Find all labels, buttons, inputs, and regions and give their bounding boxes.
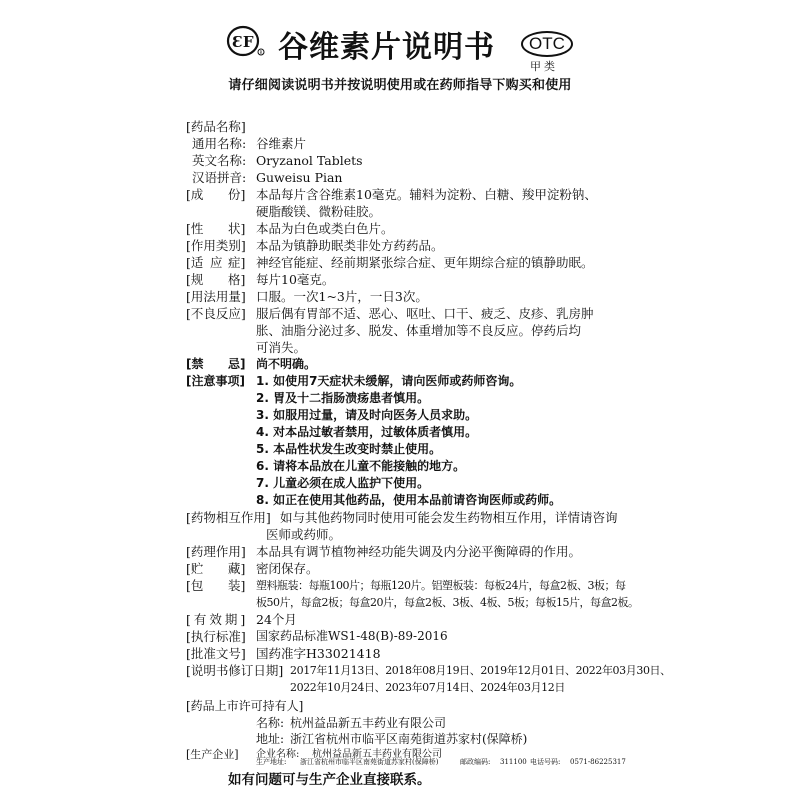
mah-address-label: 地址: — [256, 732, 285, 746]
validity-label: [有效期] — [186, 612, 249, 627]
specification-label-close: 格] — [228, 272, 246, 287]
generic-name-value: 谷维素片 — [256, 136, 307, 151]
phone-value: 0571-86225317 — [570, 758, 626, 766]
manufacturer-label: [生产企业] — [186, 748, 239, 761]
standard-label: [执行标准] — [186, 629, 246, 644]
pharmacology-text: 本品具有调节植物神经功能失调及内分泌平衡障碍的作用。 — [256, 544, 582, 559]
indications-label-mid: 应 — [210, 255, 223, 270]
otc-badge: OTC — [521, 31, 573, 57]
mah-name-label: 名称: — [256, 716, 285, 730]
ingredients-label-open: [成 — [186, 187, 204, 202]
contraindications-text: 尚不明确。 — [256, 357, 317, 371]
company-logo-icon — [226, 24, 266, 58]
pinyin-value: Guweisu Pian — [256, 170, 343, 185]
storage-label-open: [贮 — [186, 561, 204, 576]
approval-text: 国药准字H33021418 — [256, 646, 381, 661]
phone-label: 电话号码: — [530, 758, 561, 766]
category-text: 本品为镇静助眠类非处方药药品。 — [256, 238, 444, 253]
drug-name-label: [药品名称] — [186, 119, 246, 134]
mah-label: [药品上市许可持有人] — [186, 699, 304, 713]
precaution-item: 6. 请将本品放在儿童不能接触的地方。 — [256, 459, 466, 473]
precaution-item: 5. 本品性状发生改变时禁止使用。 — [256, 442, 442, 456]
category-label: [作用类别] — [186, 238, 246, 253]
precautions-label: [注意事项] — [186, 374, 245, 388]
postal-code-value: 311100 — [500, 758, 527, 766]
manufacturer-company-value: 杭州益品新五丰药业有限公司 — [312, 749, 442, 760]
specification-text: 每片10毫克。 — [256, 272, 335, 287]
indications-text: 神经官能症、经前期紧张综合症、更年期综合症的镇静助眠。 — [256, 255, 594, 270]
ingredients-label-close: 份] — [228, 187, 246, 202]
document-title: 谷维素片说明书 — [278, 30, 495, 65]
footer-contact-note: 如有问题可与生产企业直接联系。 — [228, 772, 431, 788]
precaution-item: 1. 如使用7天症状未缓解，请向医师或药师咨询。 — [256, 374, 522, 388]
package-line-1: 塑料瓶装：每瓶100片；每瓶120片。铝塑板装：每板24片，每盒2板、3板；每 — [256, 579, 626, 592]
mah-name-value: 杭州益品新五丰药业有限公司 — [290, 716, 447, 730]
validity-text: 24个月 — [256, 612, 297, 627]
adverse-line-1: 服后偶有胃部不适、恶心、呕吐、口干、疲乏、皮疹、乳房肿 — [256, 306, 594, 321]
english-name-value: Oryzanol Tablets — [256, 153, 363, 168]
precaution-item: 3. 如服用过量，请及时向医务人员求助。 — [256, 408, 478, 422]
interactions-line-1: 如与其他药物同时使用可能会发生药物相互作用，详情请咨询 — [280, 510, 618, 525]
appearance-label-close: 状] — [228, 221, 246, 236]
otc-class-label: 甲类 — [530, 60, 558, 73]
pinyin-label: 汉语拼音: — [192, 170, 247, 185]
precaution-item: 4. 对本品过敏者禁用，过敏体质者慎用。 — [256, 425, 478, 439]
contraindications-label-open: [禁 — [186, 357, 204, 371]
dosage-label: [用法用量] — [186, 289, 246, 304]
storage-text: 密闭保存。 — [256, 561, 319, 576]
svg-text:ƐF: ƐF — [232, 33, 254, 51]
ingredients-line-2: 硬脂酸镁、微粉硅胶。 — [256, 204, 382, 219]
generic-name-label: 通用名称: — [192, 136, 247, 151]
usage-warning-subtitle: 请仔细阅读说明书并按说明使用或在药师指导下购买和使用 — [228, 78, 572, 93]
revision-label: [说明书修订日期] — [186, 663, 284, 678]
approval-label: [批准文号] — [186, 646, 246, 661]
adverse-line-2: 胀、油脂分泌过多、脱发、体重增加等不良反应。停药后均 — [256, 323, 582, 338]
storage-label-close: 藏] — [228, 561, 246, 576]
adverse-line-3: 可消失。 — [256, 340, 307, 355]
package-label-open: [包 — [186, 578, 204, 593]
manufacturer-address-value: 浙江省杭州市临平区南苑街道苏家村(保障桥) — [300, 758, 439, 766]
revision-line-1: 2017年11月13日、2018年08月19日、2019年12月01日、2022年03月30日、 — [290, 664, 671, 677]
english-name-label: 英文名称: — [192, 153, 247, 168]
precaution-item: 8. 如正在使用其他药品，使用本品前请咨询医师或药师。 — [256, 493, 562, 507]
contraindications-label-close: 忌] — [228, 357, 246, 371]
mah-address-value: 浙江省杭州市临平区南苑街道苏家村(保障桥) — [290, 732, 528, 746]
ingredients-line-1: 本品每片含谷维素10毫克。辅料为淀粉、白糖、羧甲淀粉钠、 — [256, 187, 597, 202]
package-label-close: 装] — [228, 578, 246, 593]
standard-text: 国家药品标准WS1-48(B)-89-2016 — [256, 629, 448, 643]
adverse-label: [不良反应] — [186, 306, 246, 321]
indications-label-close: 症] — [228, 255, 246, 270]
indications-label-open: [适 — [186, 255, 204, 270]
dosage-text: 口服。一次1~3片，一日3次。 — [256, 289, 428, 304]
manufacturer-address-label: 生产地址: — [256, 758, 287, 766]
interactions-label: [药物相互作用] — [186, 510, 271, 525]
interactions-line-2: 医师或药师。 — [266, 527, 342, 542]
svg-text:R: R — [259, 49, 263, 55]
manufacturer-company-label: 企业名称: — [256, 749, 300, 760]
package-line-2: 板50片，每盒2板；每盒20片，每盒2板、3板、4板、5板；每板15片，每盒2板。 — [256, 596, 639, 609]
postal-code-label: 邮政编码: — [460, 758, 491, 766]
revision-line-2: 2022年10月24日、2023年07月14日、2024年03月12日 — [290, 681, 565, 694]
appearance-label-open: [性 — [186, 221, 204, 236]
precaution-item: 2. 胃及十二指肠溃疡患者慎用。 — [256, 391, 430, 405]
appearance-text: 本品为白色或类白色片。 — [256, 221, 394, 236]
specification-label-open: [规 — [186, 272, 204, 287]
precaution-item: 7. 儿童必须在成人监护下使用。 — [256, 476, 430, 490]
pharmacology-label: [药理作用] — [186, 544, 246, 559]
